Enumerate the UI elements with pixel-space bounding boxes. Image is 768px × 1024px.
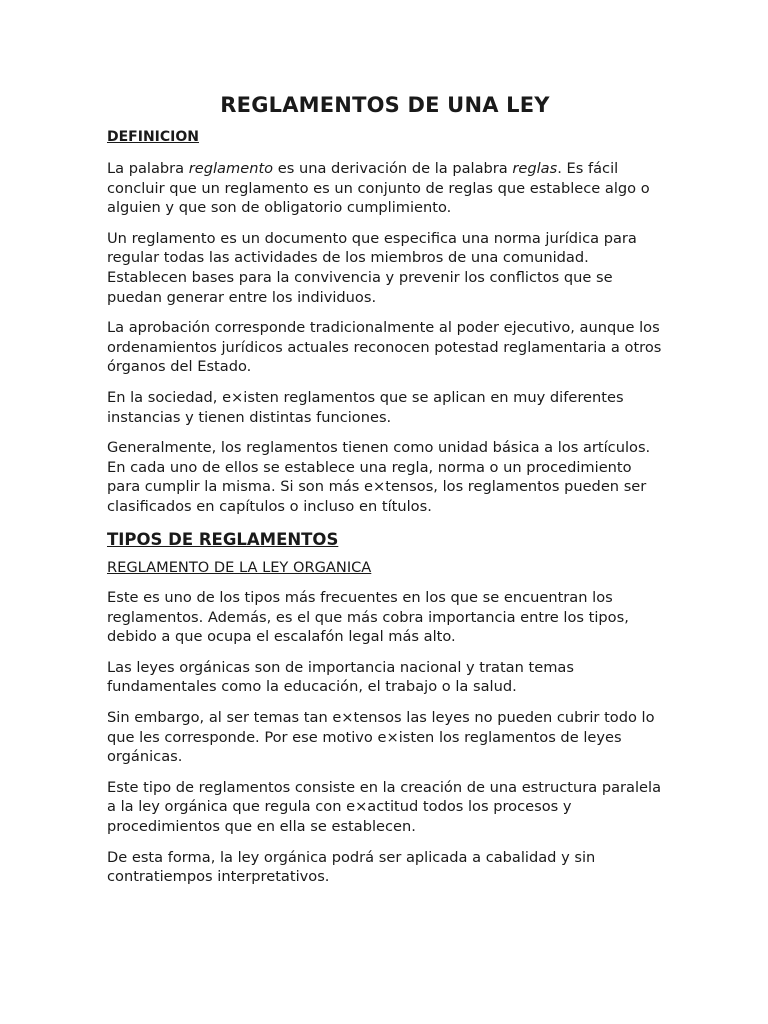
paragraph-5: Generalmente, los reglamentos tienen como unidad básica a los artículos. En cada uno de ellos se establece una regla, norma o un procedimiento para cumplir la misma. Si son más e×tensos, los reglamentos pueden ser clasificados en capítulos o incluso en títulos. bbox=[107, 439, 651, 515]
tipos-heading: TIPOS DE REGLAMENTOS bbox=[107, 529, 339, 549]
text-run: . Es fácil concluir que un reglamento es un conjunto de reglas que establece algo o alguien y que son de obligatorio cumplimiento. bbox=[107, 160, 650, 217]
paragraph-4: En la sociedad, e×isten reglamentos que se aplican en muy diferentes instancias y tienen distintas funciones. bbox=[107, 388, 624, 426]
italic-term-reglamento: reglamento bbox=[188, 160, 274, 177]
text-run: La palabra bbox=[107, 160, 189, 177]
text-run: es una derivación de la palabra bbox=[273, 160, 513, 177]
italic-term-reglas: reglas bbox=[512, 160, 558, 177]
paragraph-2: Un reglamento es un documento que especifica una norma jurídica para regular todas las actividades de los miembros de una comunidad. Establecen bases para la convivencia y prevenir los conflictos que se puedan generar entre los individuos. bbox=[107, 229, 637, 306]
paragraph-9: Este tipo de reglamentos consiste en la creación de una estructura paralela a la ley orgánica que regula con e×actitud todos los procesos y procedimientos que en ella se establecen. bbox=[107, 778, 662, 836]
paragraph-definition bbox=[107, 159, 663, 218]
ley-organica-subheading: REGLAMENTO DE LA LEY ORGANICA bbox=[107, 558, 372, 576]
paragraph-10: De esta forma, la ley orgánica podrá ser aplicada a cabalidad y sin contratiempos interpretativos. bbox=[107, 848, 596, 886]
paragraph-6: Este es uno de los tipos más frecuentes en los que se encuentran los reglamentos. Además, es el que más cobra importancia entre los tipos, debido a que ocupa el escalafón legal más alto. bbox=[107, 589, 629, 646]
document-title: REGLAMENTOS DE UNA LEY bbox=[220, 93, 550, 117]
paragraph-7: Las leyes orgánicas son de importancia nacional y tratan temas fundamentales como la educación, el trabajo o la salud. bbox=[107, 658, 574, 696]
paragraph-8: Sin embargo, al ser temas tan e×tensos las leyes no pueden cubrir todo lo que les corresponde. Por ese motivo e×isten los reglamentos de leyes orgánicas. bbox=[107, 709, 655, 766]
definicion-heading: DEFINICION bbox=[107, 129, 199, 145]
paragraph-3: La aprobación corresponde tradicionalmente al poder ejecutivo, aunque los ordenamientos jurídicos actuales reconocen potestad reglamentaria a otros órganos del Estado. bbox=[107, 319, 662, 376]
